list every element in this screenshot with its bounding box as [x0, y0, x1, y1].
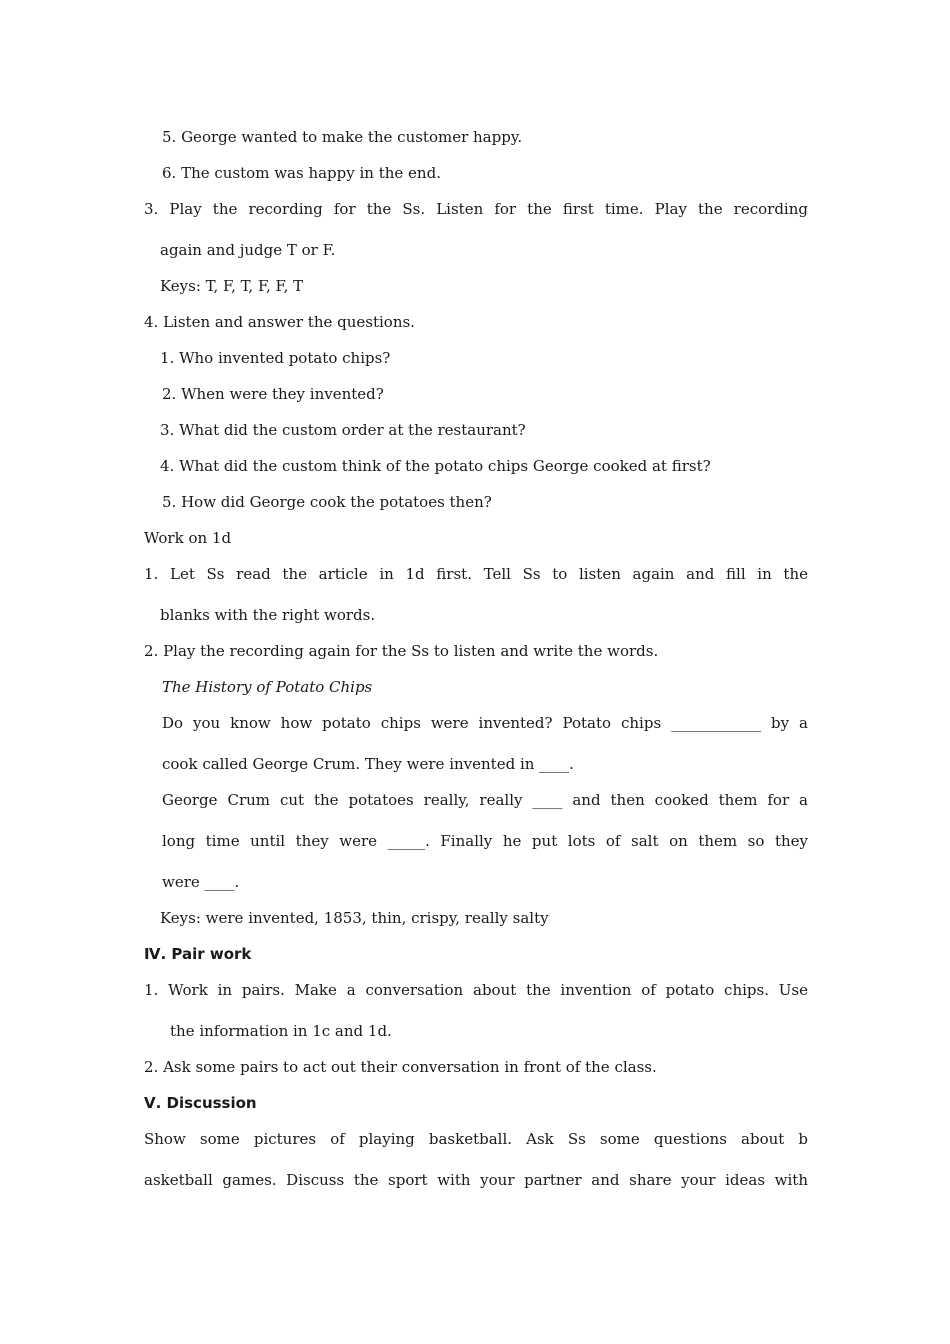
- step-3: 3. Play the recording for the Ss. Listen for the first time. Play the recording: [144, 200, 808, 218]
- pair-work-step-1: 1. Work in pairs. Make a conversation about the invention of potato chips. Use: [144, 981, 808, 999]
- section-work-1d: Work on 1d: [144, 529, 232, 547]
- article-title: The History of Potato Chips: [162, 678, 373, 696]
- statement-5: 5. George wanted to make the customer happy.: [162, 128, 523, 146]
- article-line-3: George Crum cut the potatoes really, really ____ and then cooked them for a: [162, 791, 808, 809]
- keys-article: Keys: were invented, 1853, thin, crispy, really salty: [160, 909, 549, 927]
- question-2: 2. When were they invented?: [162, 385, 384, 403]
- pair-work-step-2: 2. Ask some pairs to act out their conversation in front of the class.: [144, 1058, 657, 1076]
- article-line-4: long time until they were _____. Finally he put lots of salt on them so they: [162, 832, 808, 850]
- discussion-line-1: Show some pictures of playing basketball. Ask Ss some questions about b: [144, 1130, 808, 1148]
- work-1d-step-1: 1. Let Ss read the article in 1d first. Tell Ss to listen again and fill in the: [144, 565, 808, 583]
- pair-work-step-1-cont: the information in 1c and 1d.: [170, 1022, 392, 1040]
- question-1: 1. Who invented potato chips?: [160, 349, 391, 367]
- discussion-line-2: asketball games. Discuss the sport with your partner and share your ideas with: [144, 1171, 808, 1189]
- step-4: 4. Listen and answer the questions.: [144, 313, 415, 331]
- work-1d-step-2: 2. Play the recording again for the Ss to listen and write the words.: [144, 642, 659, 660]
- heading-pair-work: Ⅳ. Pair work: [144, 945, 252, 963]
- work-1d-step-1-cont: blanks with the right words.: [160, 606, 376, 624]
- question-4: 4. What did the custom think of the potato chips George cooked at first?: [160, 457, 711, 475]
- step-3-cont: again and judge T or F.: [160, 241, 336, 259]
- article-line-5: were ____.: [162, 873, 240, 891]
- heading-discussion: Ⅴ. Discussion: [144, 1094, 257, 1112]
- article-line-1: Do you know how potato chips were invented? Potato chips ____________ by a: [162, 714, 808, 732]
- keys-tf: Keys: T, F, T, F, F, T: [160, 277, 304, 295]
- question-3: 3. What did the custom order at the restaurant?: [160, 421, 526, 439]
- statement-6: 6. The custom was happy in the end.: [162, 164, 441, 182]
- question-5: 5. How did George cook the potatoes then?: [162, 493, 492, 511]
- article-line-2: cook called George Crum. They were invented in ____.: [162, 755, 574, 773]
